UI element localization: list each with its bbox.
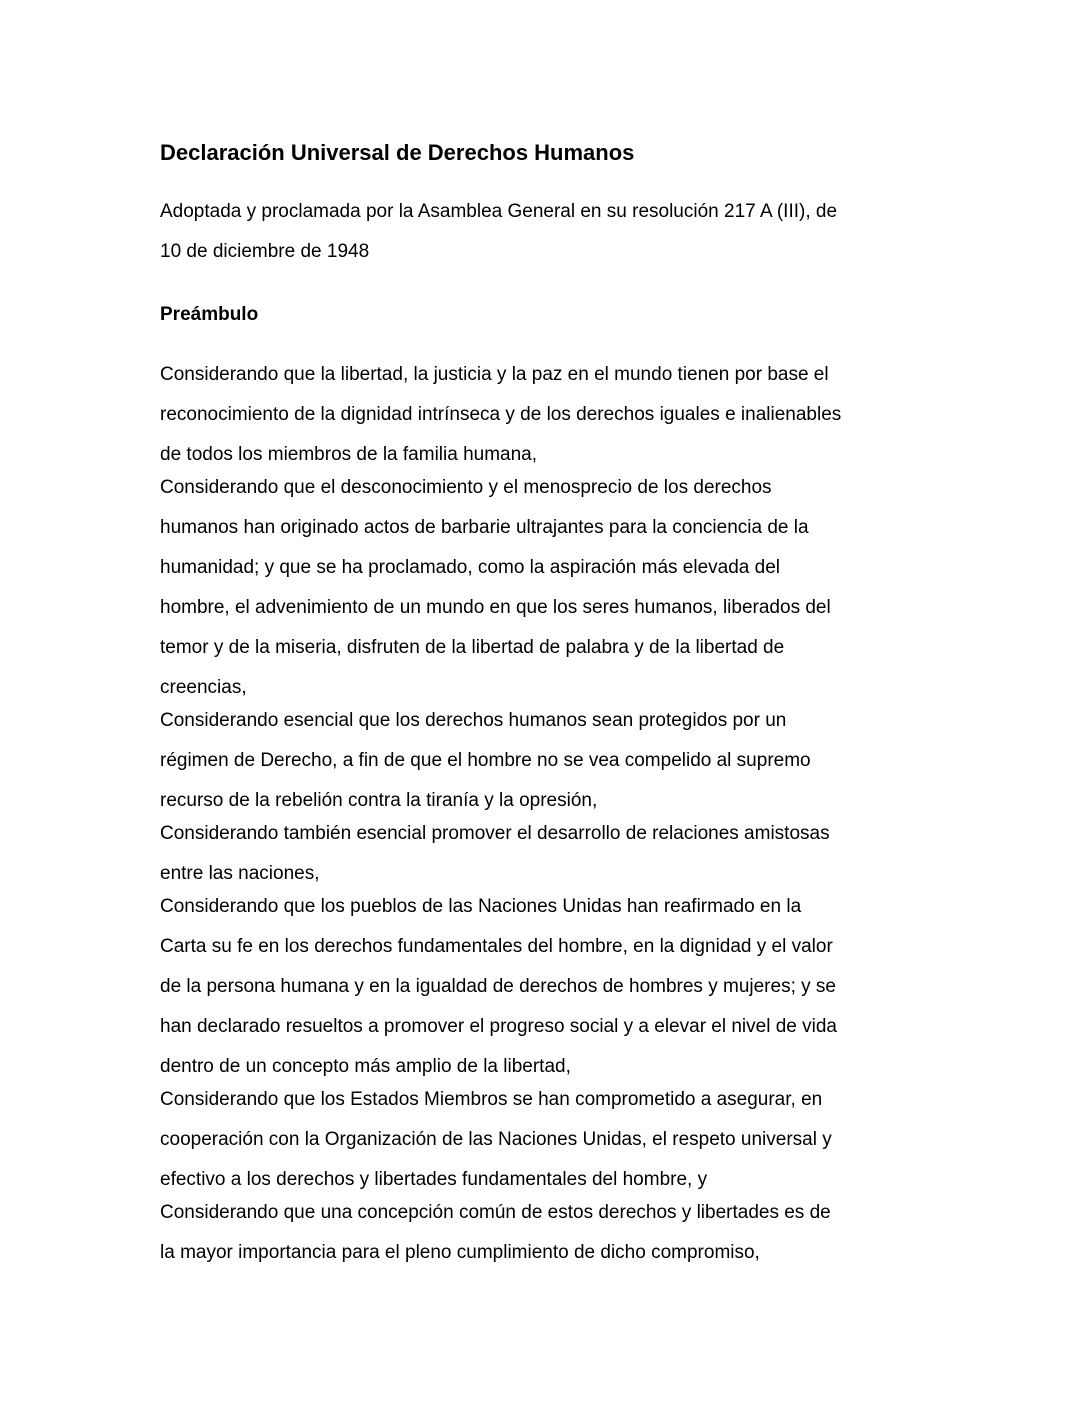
paragraph [160,1193,930,1273]
text-line: temor y de la miseria, disfruten de la libertad de palabra y de la libertad de [160,637,785,658]
text-line: dentro de un concepto más amplio de la libertad, [160,1056,571,1077]
text-line: humanos han originado actos de barbarie ultrajantes para la conciencia de la [160,517,809,538]
text-line: cooperación con la Organización de las Naciones Unidas, el respeto universal y [160,1129,832,1150]
text-line: hombre, el advenimiento de un mundo en que los seres humanos, liberados del [160,597,831,618]
text-line: recurso de la rebelión contra la tiranía y la opresión, [160,790,598,811]
paragraph [160,355,930,475]
text-line: de la persona humana y en la igualdad de derechos de hombres y mujeres; y se [160,976,836,997]
paragraph [160,1080,930,1200]
document-title: Declaración Universal de Derechos Humanos [160,140,635,165]
text-line: Considerando que una concepción común de estos derechos y libertades es de [160,1202,831,1223]
text-line: humanidad; y que se ha proclamado, como la aspiración más elevada del [160,557,780,578]
text-line: entre las naciones, [160,863,320,884]
preamble-heading: Preámbulo [160,304,259,325]
text-line: han declarado resueltos a promover el progreso social y a elevar el nivel de vida [160,1016,837,1037]
document-content [160,140,930,1273]
text-line: creencias, [160,677,247,698]
text-line: Considerando que los Estados Miembros se han comprometido a asegurar, en [160,1089,823,1110]
paragraph [160,887,930,1087]
text-line: la mayor importancia para el pleno cumplimiento de dicho compromiso, [160,1242,760,1263]
text-line: Carta su fe en los derechos fundamentales del hombre, en la dignidad y el valor [160,936,833,957]
paragraph [160,701,930,821]
paragraph [160,814,930,894]
paragraph [160,468,930,708]
text-line: Considerando también esencial promover el desarrollo de relaciones amistosas [160,823,830,844]
text-line: efectivo a los derechos y libertades fundamentales del hombre, y [160,1169,708,1190]
text-line: reconocimiento de la dignidad intrínseca y de los derechos iguales e inalienables [160,404,842,425]
text-line: Considerando que los pueblos de las Naciones Unidas han reafirmado en la [160,896,802,917]
text-line: régimen de Derecho, a fin de que el hombre no se vea compelido al supremo [160,750,811,771]
document-body [160,355,930,1273]
text-line: Considerando esencial que los derechos humanos sean protegidos por un [160,710,787,731]
document-subtitle [160,192,930,272]
text-line: Adoptada y proclamada por la Asamblea General en su resolución 217 A (III), de [160,201,838,222]
text-line: 10 de diciembre de 1948 [160,241,370,262]
text-line: de todos los miembros de la familia humana, [160,444,538,465]
text-line: Considerando que la libertad, la justicia y la paz en el mundo tienen por base el [160,364,829,385]
text-line: Considerando que el desconocimiento y el menosprecio de los derechos [160,477,772,498]
